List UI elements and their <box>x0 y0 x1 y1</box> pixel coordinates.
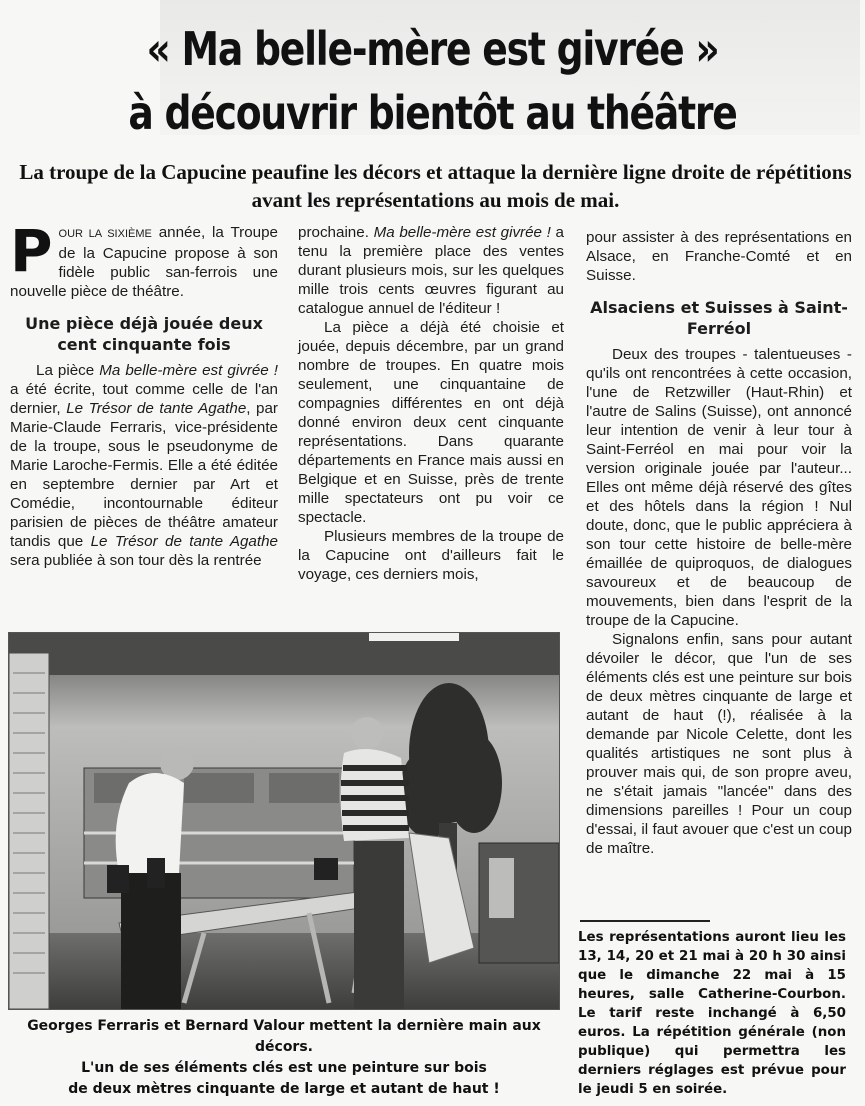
article-subtitle: La troupe de la Capucine peaufine les décors et attaque la dernière ligne droite de répétitions avant les représentations au mois de mai. <box>19 160 852 212</box>
subheading-2: Alsaciens et Suisses à Saint-Ferréol <box>590 298 848 338</box>
headline-line-2: à découvrir bientôt au théâtre <box>128 86 737 140</box>
play-title: Le Trésor de tante Agathe <box>66 400 247 417</box>
paragraph: pour assister à des représentations en Alsace, en Franche-Comté et en Suisse. <box>586 229 852 284</box>
caption-line-3: de deux mètres cinquante de large et autant de haut ! <box>68 1081 500 1097</box>
caption-line-2: L'un de ses éléments clés est une peinture sur bois <box>81 1060 487 1076</box>
intro-text: année, la Troupe de la Capucine propose à son fidèle public san-ferrois une nouvelle pièce de théâtre. <box>10 224 278 300</box>
article-column-3 <box>586 228 852 858</box>
paragraph: Deux des troupes - talentueuses - qu'ils ont rencontrées à cette occasion, l'une de Retzwiller (Haut-Rhin) et l'autre de Salins (Suisse), ont annoncé leur intention de venir à leur tour à Saint-Ferréol en mai pour voir la version originale jouée par l'auteur... Elles ont même déjà réservé des gîtes et des hôtels dans la région ! Nul doute, donc, que le public appréciera à son tour cette histoire de belle-mère émaillée de quiproquos, de dialogues savoureux et de beaucoup de mouvements, bien dans l'esprit de la troupe de la Capucine. <box>586 346 852 629</box>
headline-line-1: « Ma belle-mère est givrée » <box>146 22 719 76</box>
play-title: Ma belle-mère est givrée ! <box>99 362 278 379</box>
paragraph <box>298 223 564 318</box>
article-photo <box>8 632 560 1010</box>
performance-info-box: Les représentations auront lieu les 13, 14, 20 et 21 mai à 20 h 30 ainsi que le dimanche 22 mai à 15 heures, salle Catherine-Courbon. Le tarif reste inchangé à 6,50 euros. La répétition générale (non publique) qui permettra les derniers réglages est prévue pour le jeudi 5 en soirée. <box>578 930 846 1097</box>
article-column-2 <box>298 223 564 584</box>
text-run: sera publiée à son tour dès la rentrée <box>10 552 262 569</box>
intro-smallcaps: OUR LA SIXIÈME <box>58 228 152 240</box>
text-run: a été écrite, tout comme celle de l'an dernier, <box>10 381 278 417</box>
article-column-1 <box>10 217 278 570</box>
photo-caption <box>8 1016 560 1100</box>
infobox-rule <box>580 920 710 922</box>
text-run: La pièce <box>36 362 100 379</box>
caption-line-1: Georges Ferraris et Bernard Valour mettent la dernière main aux décors. <box>27 1018 541 1055</box>
play-title: Le Trésor de tante Agathe <box>90 533 278 550</box>
drop-cap: P <box>10 217 53 285</box>
paragraph <box>10 361 278 570</box>
text-run: a tenu la première place des ventes durant plusieurs mois, sur les quelques mille trois cents œuvres figurant au catalogue annuel de l'éditeur ! <box>298 224 564 317</box>
play-title: Ma belle-mère est givrée ! <box>373 224 551 241</box>
intro-paragraph <box>10 217 278 301</box>
subheading-1: Une pièce déjà jouée deux cent cinquante fois <box>25 314 263 354</box>
paragraph: Signalons enfin, sans pour autant dévoiler le décor, que l'un de ses éléments clés est une peinture sur bois de deux mètres cinquante de large et autant de haut (!), réalisée à la demande par Nicole Celette, dont les qualités artistiques ne sont plus à prouver mais qui, de son propre aveu, ne s'était jamais "lancée" dans des dimensions pareilles ! Pour un coup d'essai, il faut avouer que c'est un coup de maître. <box>586 631 852 857</box>
paragraph: La pièce a déjà été choisie et jouée, depuis décembre, par un grand nombre de troupes. En quatre mois seulement, une cinquantaine de compagnies différentes en ont déjà donné environ deux cent cinquante représentations. Dans quarante départements en France mais aussi en Belgique et en Suisse, près de trente mille spectateurs ont pu voir ce spectacle. <box>298 319 564 526</box>
text-run: , par Marie-Claude Ferraris, vice-présidente de la troupe, sous le pseudonyme de Marie Laroche-Fermis. Elle a été éditée en septembre dernier par Art et Comédie, incontournable éditeur parisien de pièces de théâtre amateur tandis que <box>10 400 278 550</box>
paragraph: Plusieurs membres de la troupe de la Capucine ont d'ailleurs fait le voyage, ces derniers mois, <box>298 528 564 583</box>
workshop-photo <box>9 633 559 1009</box>
text-run: prochaine. <box>298 224 374 241</box>
